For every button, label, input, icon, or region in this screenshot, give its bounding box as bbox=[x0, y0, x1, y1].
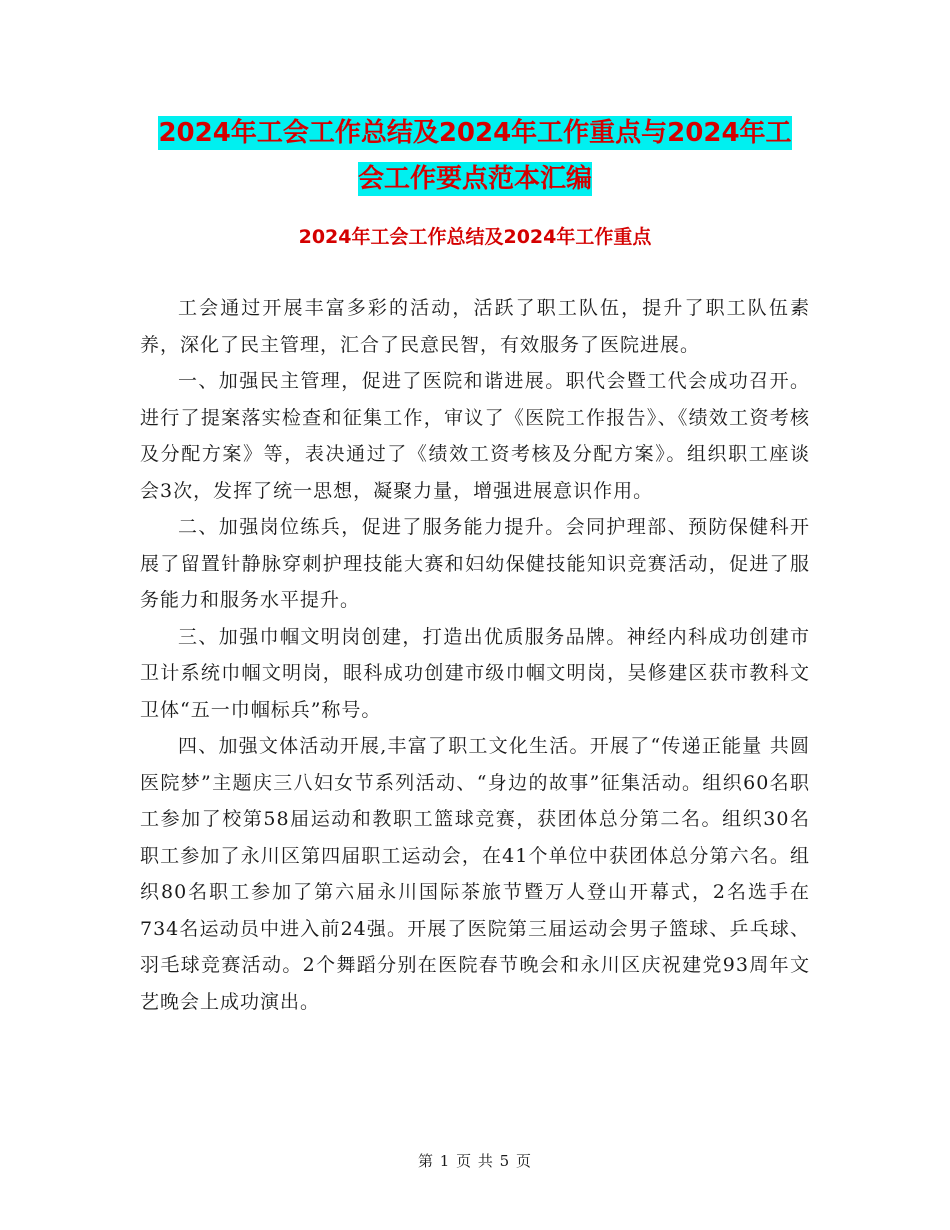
paragraph-cultural-sports-activities: 四、加强文体活动开展,丰富了职工文化生活。开展了“传递正能量 共圆医院梦”主题庆三八妇女节系列活动、“身边的故事”征集活动。组织60名职工参加了校第58届运动和教职工篮球竞赛，获团体总分第二名。组织30名职工参加了永川区第四届职工运动会，在41个单位中获团体总分第六名。组织80名职工参加了第六届永川国际茶旅节暨万人登山开幕式，2名选手在734名运动员中进入前24强。开展了医院第三届运动会男子篮球、乒乓球、羽毛球竞赛活动。2个舞蹈分别在医院春节晚会和永川区庆祝建党93周年文艺晚会上成功演出。 bbox=[140, 735, 810, 1013]
page-number-footer: 第 1 页 共 5 页 bbox=[418, 1152, 532, 1170]
paragraph-womens-civilization-post: 三、加强巾帼文明岗创建，打造出优质服务品牌。神经内科成功创建市卫计系统巾帼文明岗，眼科成功创建市级巾帼文明岗，吴修建区获市教科文卫体“五一巾帼标兵”称号。 bbox=[140, 625, 810, 721]
section-title: 2024年工会工作总结及2024年工作重点 bbox=[298, 226, 652, 248]
document-body bbox=[140, 290, 810, 1020]
document-title bbox=[140, 110, 810, 202]
document-title-line-1: 2024年工会工作总结及2024年工作重点与2024年工 bbox=[158, 118, 792, 148]
paragraph-job-training: 二、加强岗位练兵，促进了服务能力提升。会同护理部、预防保健科开展了留置针静脉穿刺护理技能大赛和妇幼保健技能知识竞赛活动，促进了服务能力和服务水平提升。 bbox=[140, 516, 810, 611]
paragraph-democratic-management: 一、加强民主管理，促进了医院和谐进展。职代会暨工代会成功召开。进行了提案落实检查和征集工作，审议了《医院工作报告》、《绩效工资考核及分配方案》等，表决通过了《绩效工资考核及分配方案》。组织职工座谈会3次，发挥了统一思想，凝聚力量，增强进展意识作用。 bbox=[140, 370, 810, 502]
document-title-line-2: 会工作要点范本汇编 bbox=[357, 164, 592, 194]
paragraph-intro: 工会通过开展丰富多彩的活动，活跃了职工队伍，提升了职工队伍素养，深化了民主管理，汇合了民意民智，有效服务了医院进展。 bbox=[140, 297, 810, 356]
